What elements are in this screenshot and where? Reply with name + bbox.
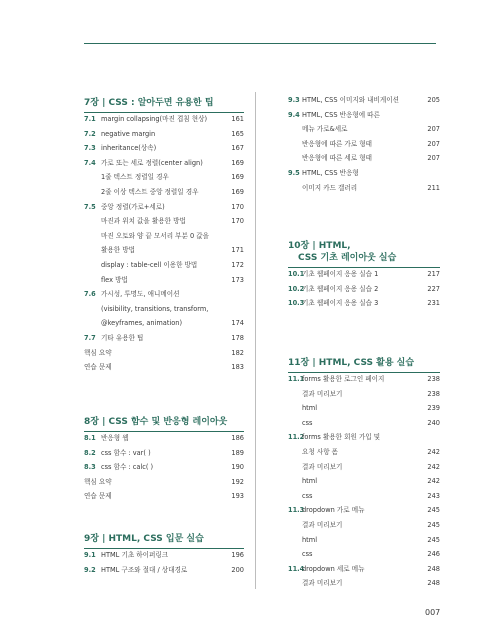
entry-title: 이미지 카드 갤러리 xyxy=(302,183,358,192)
entry-title: 메뉴 가로&세로 xyxy=(302,125,348,134)
entry-title: 연습 문제 xyxy=(84,363,112,372)
entry-page-number: 171 xyxy=(231,246,244,255)
entry-page-number: 178 xyxy=(231,334,244,342)
entry-title: css xyxy=(302,418,313,427)
entry-title: 1줄 텍스트 정렬일 경우 xyxy=(101,173,169,182)
entry-title: (visibility, transitions, transform, xyxy=(101,304,209,313)
entry-title: dropdown 가로 메뉴 xyxy=(302,506,365,515)
section-number: 7.3 xyxy=(84,144,96,153)
entry-page-number: 242 xyxy=(427,477,440,486)
entry-page-number: 248 xyxy=(427,564,440,573)
entry-page-number: 190 xyxy=(231,463,244,472)
section-number: 9.3 xyxy=(288,96,300,104)
entry-page-number: 245 xyxy=(427,535,440,544)
chapter-heading xyxy=(288,357,440,373)
chapter-heading-text: 10장 | HTML, xyxy=(288,241,351,251)
entry-page-number: 207 xyxy=(427,154,440,163)
chapter-heading xyxy=(84,533,244,549)
entry-page-number: 238 xyxy=(427,389,440,398)
entry-title: 기타 유용한 팁 xyxy=(101,334,144,342)
entry-title: 가로 또는 세로 정렬(center align) xyxy=(101,158,203,167)
entry-page-number: 211 xyxy=(427,183,440,192)
entry-title: html xyxy=(302,477,318,486)
entry-page-number: 245 xyxy=(427,506,440,515)
entry-page-number: 200 xyxy=(231,565,244,574)
entry-title: inheritance(상속) xyxy=(101,144,157,153)
entry-title: negative margin xyxy=(101,129,156,138)
entry-title: 연습 문제 xyxy=(84,492,112,501)
section-number: 10.2 xyxy=(288,284,305,293)
entry-title: html xyxy=(302,404,318,413)
entry-title: HTML, CSS 반응형에 따른 xyxy=(302,110,380,119)
column-divider xyxy=(255,92,256,589)
entry-title: 마진과 위치 값을 활용한 방법 xyxy=(101,217,186,226)
entry-title: html xyxy=(302,535,318,544)
chapter-heading xyxy=(288,240,440,268)
entry-page-number: 170 xyxy=(231,202,244,211)
section-number: 7.4 xyxy=(84,158,96,167)
entry-page-number: 207 xyxy=(427,125,440,134)
entry-title: 활용한 방법 xyxy=(101,246,135,255)
entry-title: 기초 웹페이지 응용 실습 3 xyxy=(302,299,379,308)
entry-page-number: 207 xyxy=(427,139,440,148)
section-number: 7.7 xyxy=(84,334,96,342)
section-number: 10.3 xyxy=(288,299,305,308)
chapter-heading-text: 11장 | HTML, CSS 활용 실습 xyxy=(288,358,415,368)
heading-rule xyxy=(84,112,244,113)
entry-title: flex 방법 xyxy=(101,275,128,284)
section-number: 7.1 xyxy=(84,115,96,123)
heading-rule xyxy=(84,431,244,432)
entry-title: forms 활용한 회원 가입 및 xyxy=(302,433,381,442)
entry-title: @keyframes, animation) xyxy=(101,319,183,328)
entry-title: 핵심 요약 xyxy=(84,348,112,357)
entry-title: margin collapsing(마진 겹침 현상) xyxy=(101,115,208,123)
chapter-heading-text: CSS 기초 레이아웃 실습 xyxy=(298,253,397,263)
entry-page-number: 186 xyxy=(231,434,244,442)
entry-title: forms 활용한 로그인 페이지 xyxy=(302,375,385,383)
section-number: 7.5 xyxy=(84,202,96,211)
heading-rule xyxy=(84,548,244,549)
entry-page-number: 169 xyxy=(231,158,244,167)
entry-page-number: 182 xyxy=(231,348,244,357)
chapter-heading-text: 9장 | HTML, CSS 입문 실습 xyxy=(84,534,204,544)
section-number: 7.6 xyxy=(84,290,96,299)
section-number: 10.1 xyxy=(288,270,305,278)
entry-page-number: 248 xyxy=(427,579,440,588)
entry-title: css 함수 : calc( ) xyxy=(101,463,154,472)
entry-page-number: 169 xyxy=(231,188,244,196)
entry-page-number: 183 xyxy=(231,363,244,372)
heading-rule xyxy=(288,372,440,373)
entry-title: 마진 오토와 양 끝 모서리 부분 0 값을 xyxy=(101,231,210,240)
entry-page-number: 172 xyxy=(231,261,244,269)
entry-title: 기초 웹페이지 응용 실습 1 xyxy=(302,270,379,278)
entry-page-number: 238 xyxy=(427,375,440,383)
entry-page-number: 161 xyxy=(231,115,244,123)
entry-title: css 함수 : var( ) xyxy=(101,448,151,457)
chapter-heading xyxy=(84,97,244,113)
section-number: 8.1 xyxy=(84,434,96,442)
entry-title: 핵심 요약 xyxy=(84,477,112,486)
section-number: 8.2 xyxy=(84,448,96,457)
entry-page-number: 174 xyxy=(231,319,244,328)
entry-page-number: 192 xyxy=(231,477,244,486)
entry-title: 결과 미리보기 xyxy=(302,521,343,529)
entry-title: 기초 웹페이지 응용 실습 2 xyxy=(302,284,379,293)
section-number: 9.4 xyxy=(288,110,300,119)
section-number: 9.2 xyxy=(84,565,96,574)
entry-page-number: 217 xyxy=(427,270,440,278)
entry-title: display : table-cell 이용한 방법 xyxy=(101,261,198,269)
entry-title: 2줄 이상 텍스트 중앙 정렬일 경우 xyxy=(101,188,199,196)
heading-rule xyxy=(288,267,440,268)
entry-title: 결과 미리보기 xyxy=(302,389,343,398)
entry-page-number: 242 xyxy=(427,462,440,471)
entry-page-number: 231 xyxy=(427,299,440,308)
chapter-heading-text: 8장 | CSS 함수 및 반응형 레이아웃 xyxy=(84,417,228,427)
section-number: 11.4 xyxy=(288,564,305,573)
entry-title: 가시성, 투명도, 애니메이션 xyxy=(101,290,180,299)
section-number: 9.5 xyxy=(288,169,300,177)
entry-title: css xyxy=(302,550,313,559)
entry-page-number: 205 xyxy=(427,96,440,104)
entry-page-number: 240 xyxy=(427,418,440,427)
top-rule xyxy=(84,43,436,44)
entry-page-number: 193 xyxy=(231,492,244,501)
entry-title: HTML 구조와 절대 / 상대경로 xyxy=(101,565,188,574)
entry-title: 요청 사항 폼 xyxy=(302,448,339,456)
entry-page-number: 245 xyxy=(427,521,440,529)
entry-title: 결과 미리보기 xyxy=(302,579,343,588)
entry-title: 반응형 웹 xyxy=(101,434,129,442)
entry-page-number: 173 xyxy=(231,275,244,284)
section-number: 11.2 xyxy=(288,433,305,442)
section-number: 8.3 xyxy=(84,463,96,472)
entry-page-number: 169 xyxy=(231,173,244,182)
chapter-heading-text: 7장 | CSS : 알아두면 유용한 팁 xyxy=(84,98,214,108)
section-number: 11.3 xyxy=(288,506,305,515)
entry-title: 결과 미리보기 xyxy=(302,462,343,471)
entry-page-number: 239 xyxy=(427,404,440,413)
entry-title: HTML 기초 하이퍼링크 xyxy=(101,551,169,559)
entry-page-number: 196 xyxy=(231,551,244,559)
section-number: 11.1 xyxy=(288,375,305,383)
chapter-heading xyxy=(84,416,244,432)
entry-page-number: 242 xyxy=(427,448,440,456)
entry-page-number: 170 xyxy=(231,217,244,226)
page-number: 007 xyxy=(425,608,441,617)
entry-title: HTML, CSS 이미지와 내비게이션 xyxy=(302,96,400,104)
entry-page-number: 189 xyxy=(231,448,244,457)
entry-title: 반응형에 따른 세로 형태 xyxy=(302,154,372,163)
entry-page-number: 167 xyxy=(231,144,244,153)
entry-title: 중앙 정렬(가로+세로) xyxy=(101,202,165,211)
entry-title: dropdown 세로 메뉴 xyxy=(302,564,365,573)
entry-page-number: 227 xyxy=(427,284,440,293)
entry-page-number: 243 xyxy=(427,491,440,500)
entry-title: css xyxy=(302,491,313,500)
section-number: 7.2 xyxy=(84,129,96,138)
entry-page-number: 246 xyxy=(427,550,440,559)
entry-title: 반응형에 따른 가로 형태 xyxy=(302,139,372,148)
entry-title: HTML, CSS 반응형 xyxy=(302,169,359,177)
section-number: 9.1 xyxy=(84,551,96,559)
entry-page-number: 165 xyxy=(231,129,244,138)
